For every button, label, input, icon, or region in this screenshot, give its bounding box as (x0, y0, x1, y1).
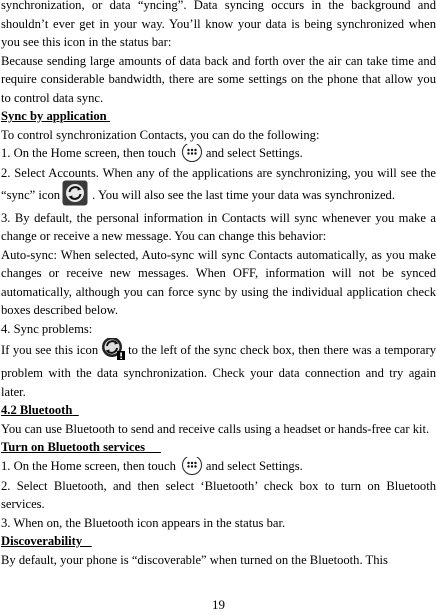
problem-text-end: to the left of the sync check box, then there was a temporary problem with the data synchronization. Check your data connection and try again later. (1, 343, 436, 399)
sync-problem-icon (100, 338, 126, 361)
page-number: 19 (212, 597, 225, 612)
sync-icon (62, 180, 88, 206)
paragraph-auto-sync: Auto-sync: When selected, Auto-sync will sync Contacts automatically, as you make changes or receive new messages. When OFF, information will not be synced automatically, although you can force sync by using the individual application check boxes described below. (1, 247, 436, 318)
heading-text: 4.2 Bluetooth (1, 403, 73, 418)
heading-discoverability (1, 532, 436, 551)
step-text-end: and select Settings. (205, 146, 303, 160)
paragraph-step-3: 3. By default, the personal information in Contacts will sync whenever you make a change or receive a new message. You can change this behavior: (1, 210, 436, 244)
heading-text: Turn on Bluetooth services (1, 440, 146, 455)
step-text: 2. Select Accounts. When any of the applications are synchronizing, you will see the “sync” icon (1, 166, 436, 202)
step-text: 1. On the Home screen, then touch (1, 458, 176, 473)
step-text-end: and select Settings. (205, 458, 303, 473)
paragraph-bandwidth: Because sending large amounts of data back and forth over the air can take time and require considerable bandwidth, there are some settings on the phone that allow you to control data sync. (1, 53, 436, 105)
paragraph-discoverable: By default, your phone is “discoverable” when turned on the Bluetooth. This (1, 552, 388, 567)
paragraph-sync-intro: synchronization, or data “yncing”. Data syncing occurs in the background and shouldn’t ever get in your way. You’ll know your data is being synchronized when you see this icon in the status bar: (1, 0, 436, 49)
heading-turn-on-bluetooth (1, 438, 436, 457)
heading-sync-by-application (1, 107, 436, 126)
problem-text: If you see this icon (1, 343, 99, 357)
paragraph-bt-step-3: 3. When on, the Bluetooth icon appears in the status bar. (1, 515, 286, 530)
paragraph-bluetooth-intro: You can use Bluetooth to send and receive calls using a headset or hands-free car kit. (1, 421, 430, 436)
heading-bluetooth (1, 401, 436, 420)
app-launcher-icon (182, 457, 202, 475)
paragraph-step-4: 4. Sync problems: (1, 321, 93, 336)
paragraph-bt-step-2: 2. Select Bluetooth, and then select ‘Bluetooth’ check box to turn on Bluetooth services. (1, 478, 436, 512)
step-text-end: . You will also see the last time your data was synchronized. (92, 187, 396, 202)
paragraph-step-2 (1, 164, 436, 209)
app-launcher-icon (182, 144, 202, 162)
paragraph-bt-step-1 (1, 457, 436, 477)
paragraph-control-sync: To control synchronization Contacts, you can do the following: (1, 127, 320, 142)
step-text: 1. On the Home screen, then touch (1, 146, 176, 160)
paragraph-sync-problem (1, 338, 436, 401)
paragraph-step-1 (1, 144, 436, 164)
heading-text: Sync by application (1, 109, 107, 123)
heading-text: Discoverability (1, 534, 83, 549)
